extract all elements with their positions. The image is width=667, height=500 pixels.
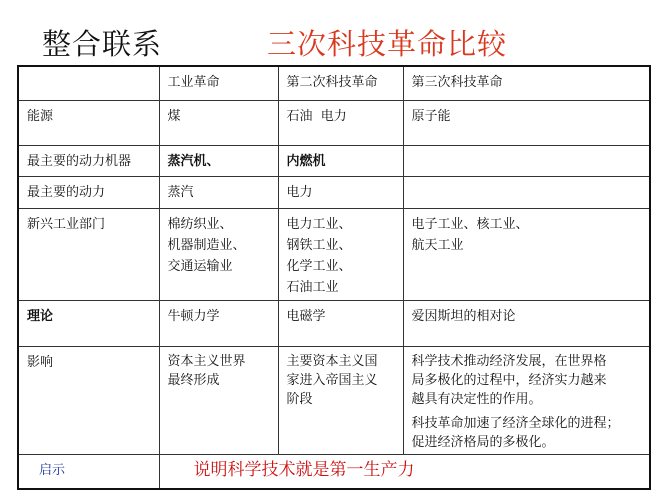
header-cell-industrial-revolution: 工业革命 bbox=[159, 66, 278, 101]
header-cell-empty bbox=[18, 66, 159, 101]
table-row bbox=[18, 301, 650, 347]
header-cell-third-revolution: 第三次科技革命 bbox=[403, 66, 650, 101]
cell-line: 石油工业 bbox=[286, 280, 339, 295]
cell-line: 促进经济格局的多极化。 bbox=[411, 435, 555, 450]
table-cell bbox=[159, 209, 278, 301]
cell-line: 家进入帝国主义 bbox=[286, 373, 378, 388]
insight-row bbox=[18, 455, 650, 490]
table-row bbox=[18, 101, 650, 146]
table-cell: 煤 bbox=[159, 101, 278, 146]
table-cell: 电力 bbox=[278, 177, 403, 209]
table-cell: 爱因斯坦的相对论 bbox=[403, 301, 650, 347]
table-row bbox=[18, 347, 650, 455]
row-label-main-power: 最主要的动力 bbox=[18, 177, 159, 209]
page-title: 三次科技革命比较 bbox=[267, 27, 508, 61]
row-label-power-machine: 最主要的动力机器 bbox=[18, 146, 159, 177]
table-cell: 蒸汽 bbox=[159, 177, 278, 209]
cell-line: 钢铁工业、 bbox=[286, 238, 352, 253]
table-row bbox=[18, 209, 650, 301]
row-label-theory: 理论 bbox=[18, 301, 159, 347]
cell-line: 化学工业、 bbox=[286, 259, 352, 274]
table-cell: 原子能 bbox=[403, 101, 650, 146]
table-cell bbox=[403, 209, 650, 301]
table-cell bbox=[403, 177, 650, 209]
insight-text: 说明科学技术就是第一生产力 bbox=[159, 455, 650, 490]
table-cell: 牛顿力学 bbox=[159, 301, 278, 347]
row-label-energy: 能源 bbox=[18, 101, 159, 146]
cell-line: 主要资本主义国 bbox=[286, 354, 378, 369]
cell-line: 科学技术推动经济发展，在世界格 bbox=[411, 354, 607, 369]
table-header-row bbox=[18, 66, 650, 101]
cell-line: 阶段 bbox=[286, 392, 313, 407]
row-label-insight: 启示 bbox=[18, 455, 159, 490]
table-row bbox=[18, 146, 650, 177]
cell-line: 资本主义世界 bbox=[167, 354, 246, 369]
table-cell bbox=[403, 146, 650, 177]
table-cell bbox=[159, 347, 278, 455]
table-cell bbox=[278, 209, 403, 301]
cell-line: 机器制造业、 bbox=[167, 238, 246, 253]
table-cell: 电磁学 bbox=[278, 301, 403, 347]
table-cell bbox=[403, 347, 650, 455]
table-cell: 内燃机 bbox=[278, 146, 403, 177]
row-label-impact: 影响 bbox=[18, 347, 159, 455]
cell-line: 棉纺织业、 bbox=[167, 217, 233, 232]
row-label-new-industries: 新兴工业部门 bbox=[18, 209, 159, 301]
cell-line: 局多极化的过程中，经济实力越来 bbox=[411, 373, 607, 388]
cell-line: 电子工业、核工业、 bbox=[411, 217, 529, 232]
header-cell-second-revolution: 第二次科技革命 bbox=[278, 66, 403, 101]
table-row bbox=[18, 177, 650, 209]
cell-line: 交通运输业 bbox=[167, 259, 233, 274]
section-title: 整合联系 bbox=[42, 27, 163, 61]
comparison-table bbox=[17, 65, 651, 490]
cell-line: 最终形成 bbox=[167, 373, 220, 388]
table-cell: 石油 电力 bbox=[278, 101, 403, 146]
table-cell: 蒸汽机、 bbox=[159, 146, 278, 177]
cell-line: 科技革命加速了经济全球化的进程； bbox=[411, 416, 620, 431]
table-cell bbox=[278, 347, 403, 455]
cell-line: 电力工业、 bbox=[286, 217, 352, 232]
cell-line: 越具有决定性的作用。 bbox=[411, 392, 542, 407]
cell-line: 航天工业 bbox=[411, 238, 464, 253]
